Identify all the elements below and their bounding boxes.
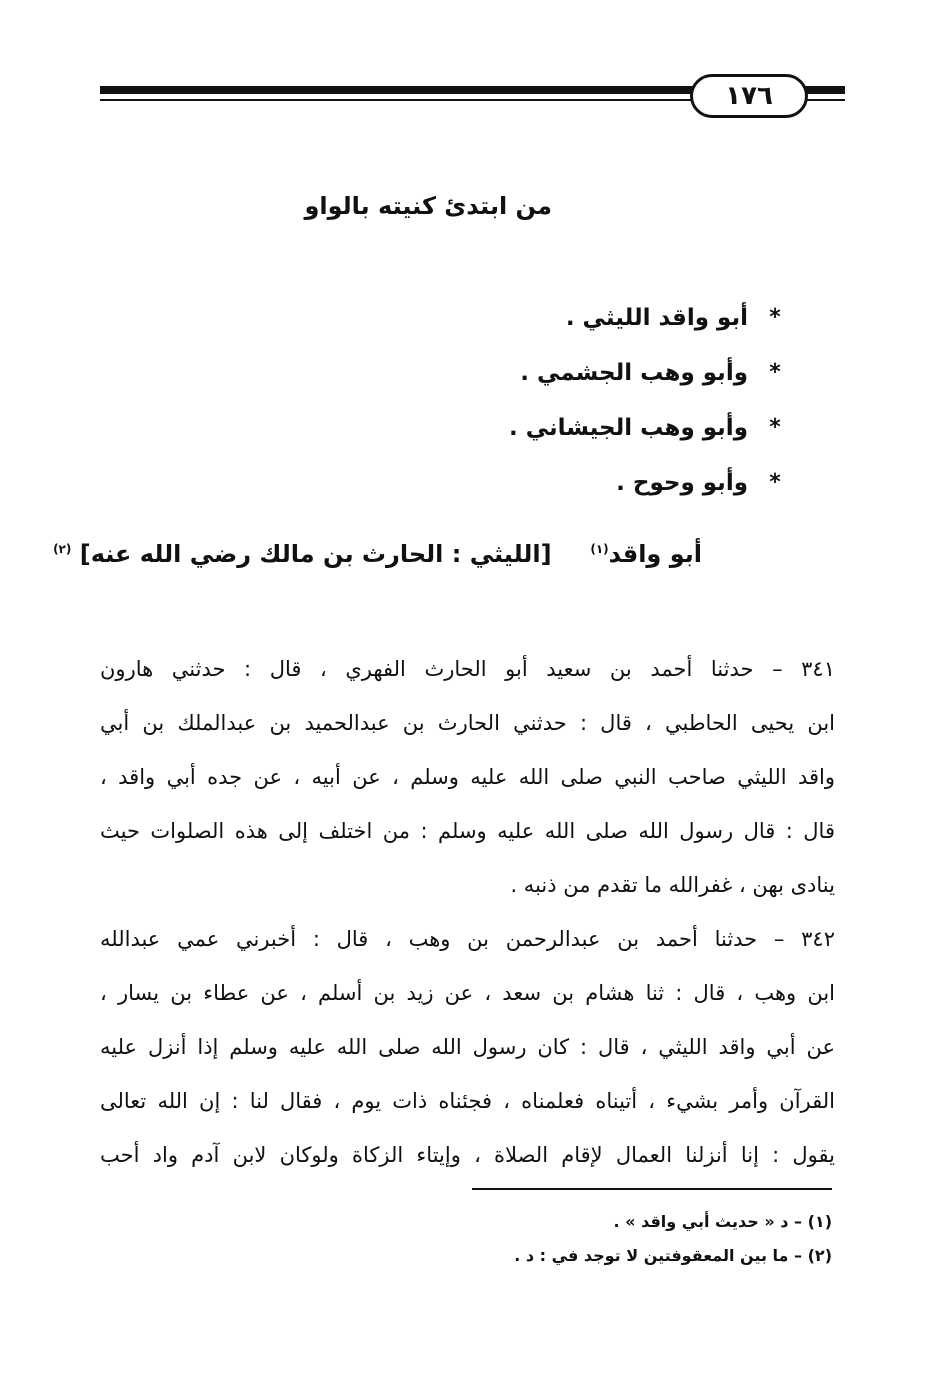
text-line: يقول : إنا أنزلنا العمال لإقام الصلاة ، وإيتاء الزكاة ولوكان لابن آدم واد أحب [100, 1143, 835, 1167]
text-line: عن أبي واقد الليثي ، قال : كان رسول الله صلى الله عليه وسلم إذا أنزل عليه [100, 1035, 835, 1059]
asterisk-icon: * [769, 305, 781, 330]
list-item [509, 455, 782, 510]
hadith-text [100, 642, 835, 1182]
text-line: ابن وهب ، قال : ثنا هشام بن سعد ، عن زيد بن أسلم ، عن عطاء بن يسار ، [100, 981, 835, 1005]
list-item-text: أبو واقد الليثي . [565, 304, 748, 331]
person-full-name: [الليثي : الحارث بن مالك رضي الله عنه] [79, 540, 552, 568]
list-item [509, 400, 782, 455]
footnote: (١) – د « حديث أبي واقد » . [613, 1212, 832, 1231]
list-item-text: وأبو وهب الجيشاني . [508, 414, 748, 441]
asterisk-icon: * [769, 470, 781, 495]
asterisk-icon: * [769, 415, 781, 440]
page-number: ١٧٦ [690, 74, 808, 118]
footnote: (٢) – ما بين المعقوفتين لا توجد في : د . [514, 1246, 832, 1265]
section-heading: من ابتدئ كنيته بالواو [304, 192, 552, 220]
text-line: ابن يحيى الحاطبي ، قال : حدثني الحارث بن عبدالحميد بن عبدالملك بن أبي [100, 711, 835, 735]
text-line: القرآن وأمر بشيء ، أتيناه فعلمناه ، فجئناه ذات يوم ، فقال لنا : إن الله تعالى [100, 1089, 835, 1113]
footnote-divider [472, 1188, 832, 1190]
person-name: أبو واقد [608, 540, 702, 568]
footnote-ref-1: (١) [590, 542, 609, 556]
asterisk-icon: * [769, 360, 781, 385]
list-item-text: وأبو وحوح . [616, 469, 748, 496]
text-line: ينادى بهن ، غفرالله ما تقدم من ذنبه . [510, 873, 835, 897]
footnote-ref-2: (٢) [53, 542, 72, 556]
person-heading [53, 540, 702, 568]
list-item-text: وأبو وهب الجشمي . [520, 359, 748, 386]
kunya-list [509, 290, 782, 510]
text-line: قال : قال رسول الله صلى الله عليه وسلم : من اختلف إلى هذه الصلوات حيث [100, 819, 835, 843]
list-item [509, 290, 782, 345]
list-item [509, 345, 782, 400]
footnotes [514, 1212, 832, 1280]
text-line: ٣٤٢ – حدثنا أحمد بن عبدالرحمن بن وهب ، قال : أخبرني عمي عبدالله [100, 927, 835, 951]
text-line: واقد الليثي صاحب النبي صلى الله عليه وسلم ، عن أبيه ، عن جده أبي واقد ، [100, 765, 835, 789]
text-line: ٣٤١ – حدثنا أحمد بن سعيد أبو الحارث الفهري ، قال : حدثني هارون [100, 657, 835, 681]
